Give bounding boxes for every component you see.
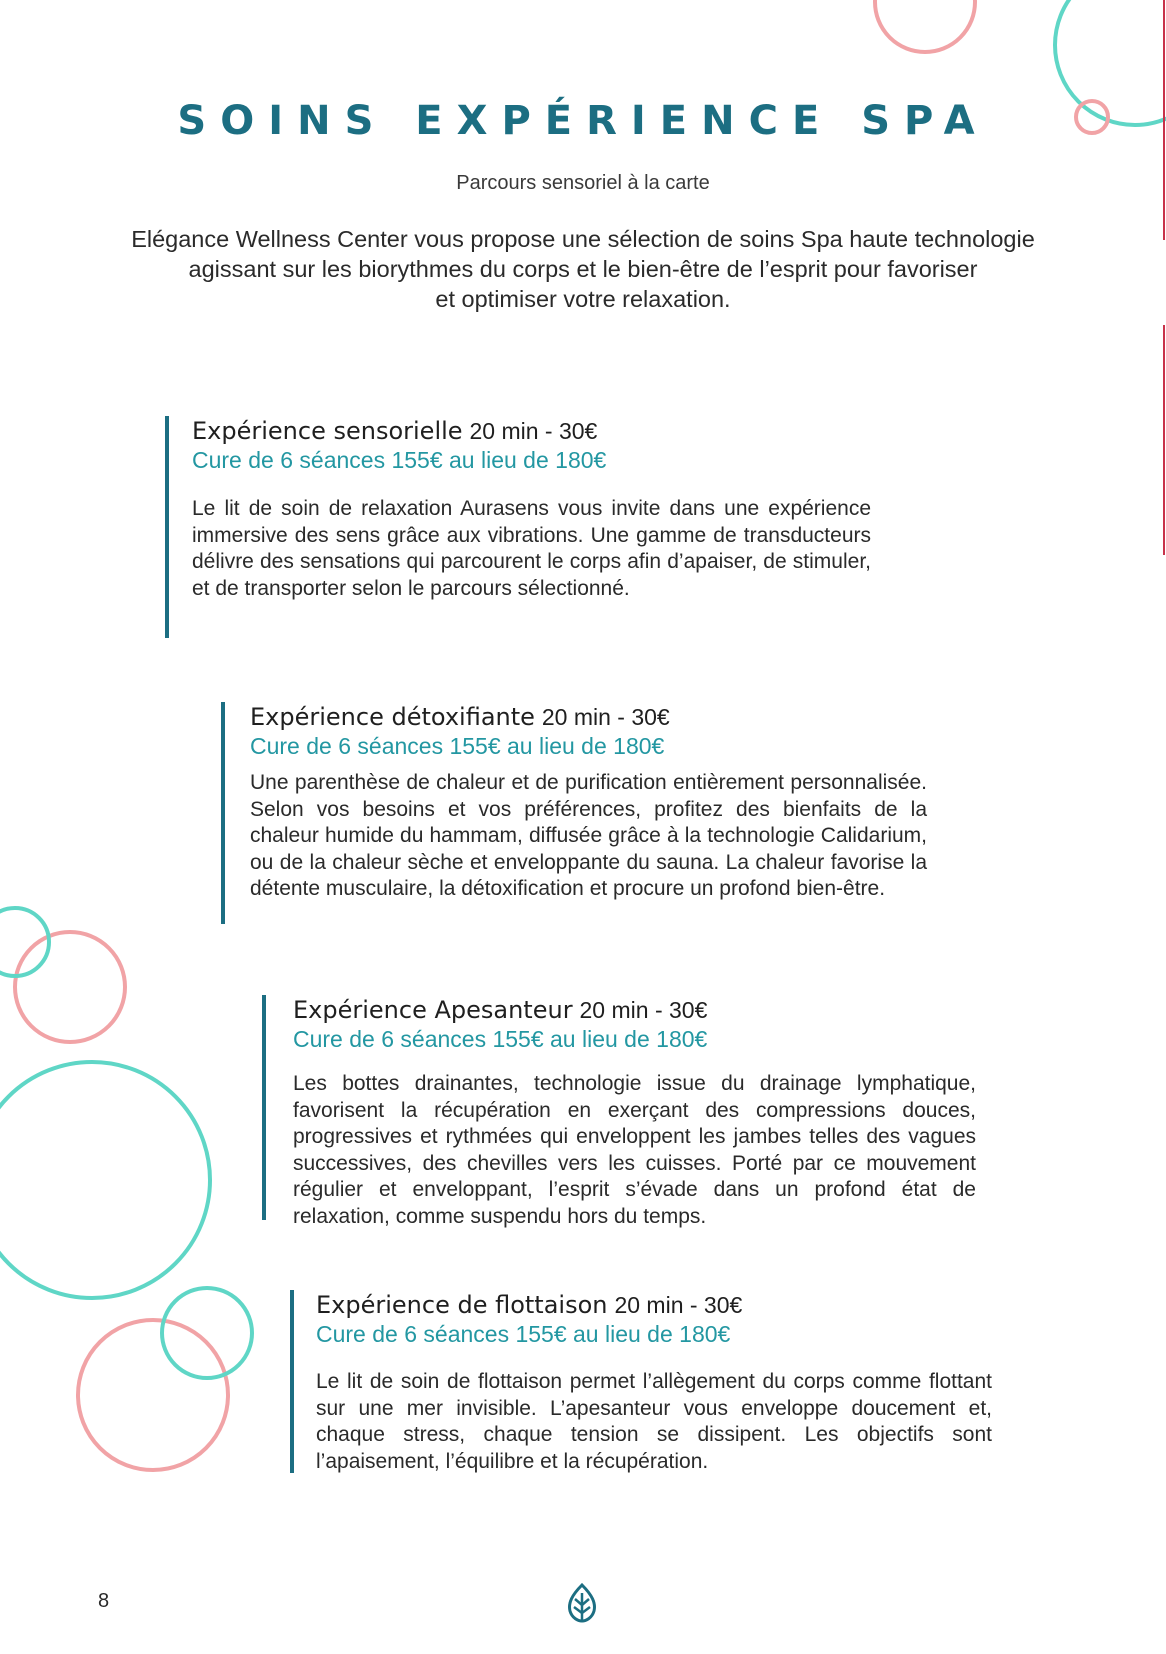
section-duration-price: 20 min - 30€ <box>469 418 598 444</box>
deco-circle-pink-bottom <box>78 1320 228 1470</box>
section-name: Expérience sensorielle <box>192 417 463 445</box>
section-description: Les bottes drainantes, technologie issue du drainage lymphatique, favorisent la récupération en exerçant des compressions douces, progressives et rythmées qui enveloppent les jambes telles des vagues successives, des chevilles vers les cuisses. Porté par ce mouvement régulier et enveloppant, l’esprit s’évade dans un profond état de relaxation, comme suspendu hors du temps. <box>293 1072 976 1228</box>
deco-circle-teal-left-large <box>0 1062 210 1298</box>
section-accent-bar <box>262 995 266 1220</box>
section-accent-bar <box>165 416 169 638</box>
section-name: Expérience Apesanteur <box>293 996 573 1024</box>
page-title: SOINS EXPÉRIENCE SPA <box>177 98 989 144</box>
section-sensorielle <box>165 416 871 602</box>
page-subtitle: Parcours sensoriel à la carte <box>456 172 710 194</box>
section-heading <box>192 416 871 446</box>
section-flottaison <box>290 1290 992 1475</box>
section-description: Le lit de soin de flottaison permet l’allègement du corps comme flottant sur une mer invisible. L’apesanteur vous enveloppe doucement et, chaque stress, chaque tension se dissipent. Les objectifs sont l’apaisement, l’équilibre et la récupération. <box>316 1370 992 1473</box>
intro-line: Elégance Wellness Center vous propose une sélection de soins Spa haute technologie <box>131 226 1035 252</box>
intro-line: agissant sur les biorythmes du corps et le bien-être de l’esprit pour favoriser <box>188 256 978 282</box>
section-duration-price: 20 min - 30€ <box>614 1292 743 1318</box>
section-name: Expérience détoxifiante <box>250 703 535 731</box>
page-number: 8 <box>98 1590 110 1612</box>
deco-circle-teal-left-small <box>0 908 49 976</box>
intro-paragraph <box>60 224 1106 314</box>
section-detoxifiante <box>221 702 927 903</box>
section-heading <box>250 702 927 732</box>
leaf-icon <box>566 1583 598 1623</box>
deco-circle-teal-bottom <box>162 1288 252 1378</box>
section-duration-price: 20 min - 30€ <box>541 704 670 730</box>
section-heading <box>316 1290 992 1320</box>
section-cure-offer: Cure de 6 séances 155€ au lieu de 180€ <box>250 733 665 759</box>
section-heading <box>293 995 976 1025</box>
section-description: Le lit de soin de relaxation Aurasens vous invite dans une expérience immersive des sens grâce aux vibrations. Une gamme de transducteurs délivre des sensations qui parcourent le corps afin d’apaiser, de stimuler, et de transporter selon le parcours sélectionné. <box>192 497 871 600</box>
section-cure-offer: Cure de 6 séances 155€ au lieu de 180€ <box>192 447 607 473</box>
section-cure-offer: Cure de 6 séances 155€ au lieu de 180€ <box>293 1026 708 1052</box>
section-cure-offer: Cure de 6 séances 155€ au lieu de 180€ <box>316 1321 731 1347</box>
edge-line-bottom <box>1163 325 1165 555</box>
section-accent-bar <box>221 702 225 924</box>
section-name: Expérience de flottaison <box>316 1291 608 1319</box>
section-duration-price: 20 min - 30€ <box>579 997 708 1023</box>
intro-line: et optimiser votre relaxation. <box>435 286 731 312</box>
deco-circle-pink-top <box>875 0 975 52</box>
section-accent-bar <box>290 1290 294 1473</box>
section-apesanteur <box>262 995 976 1231</box>
deco-circle-pink-left <box>15 932 125 1042</box>
section-description: Une parenthèse de chaleur et de purification entièrement personnalisée. Selon vos besoins et vos préférences, profitez des bienfaits de la chaleur humide du hammam, diffusée grâce à la technologie Calidarium, ou de la chaleur sèche et enveloppante du sauna. La chaleur favorise la détente musculaire, la détoxification et procure un profond bien-être. <box>250 771 927 901</box>
